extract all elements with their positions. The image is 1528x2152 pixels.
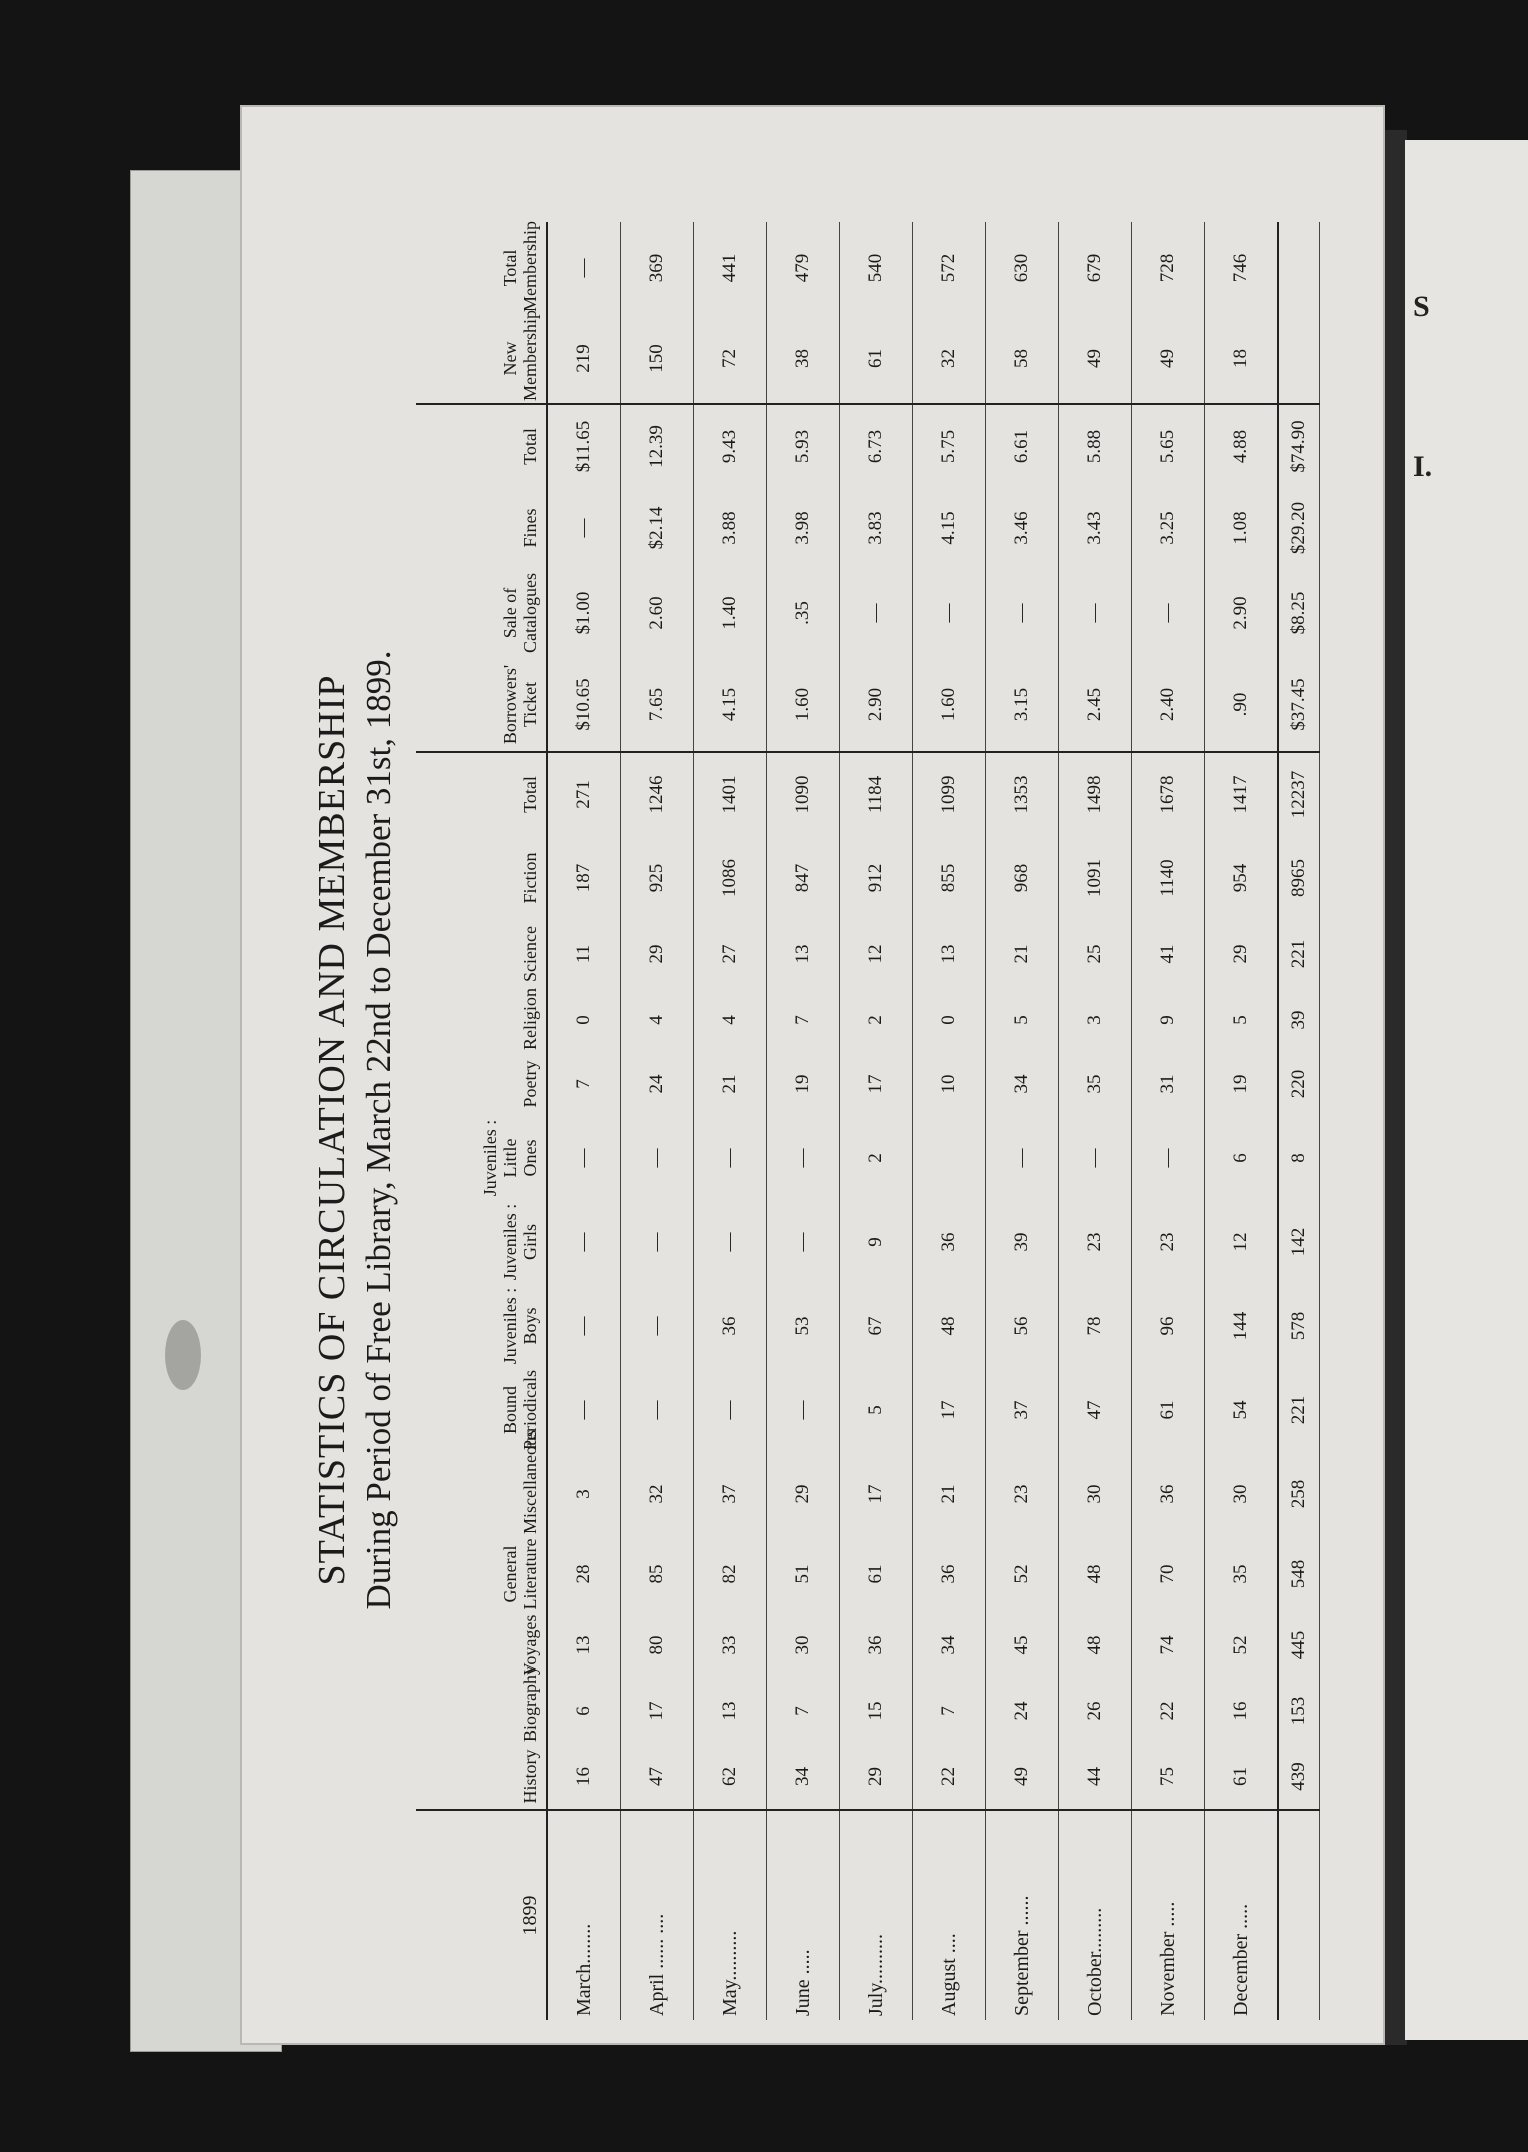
month-label: September ...... xyxy=(1010,1895,1033,2016)
table-cell: 23 xyxy=(1084,1232,1105,1252)
totals-label xyxy=(1278,1810,1320,2020)
total-cell: $74.90 xyxy=(1288,420,1309,473)
column-header: Sale of Catalogues xyxy=(500,573,540,653)
table-cell: 13 xyxy=(938,944,959,964)
column-header: Religion xyxy=(520,988,540,1050)
table-cell: 12 xyxy=(865,944,886,964)
table-cell: 912 xyxy=(865,863,886,893)
table-cell: 5.65 xyxy=(1157,429,1178,464)
total-cell: 220 xyxy=(1288,1069,1309,1099)
table-cell: 1099 xyxy=(938,775,959,814)
table-cell: 10 xyxy=(938,1074,959,1094)
table-cell: 96 xyxy=(1157,1316,1178,1336)
table-cell: 1.08 xyxy=(1230,511,1251,545)
table-cell: 21 xyxy=(938,1484,959,1504)
table-cell: 2.45 xyxy=(1059,658,1132,752)
table-cell: 67 xyxy=(865,1316,886,1336)
table-cell: 479 xyxy=(792,253,813,283)
table-cell xyxy=(913,1116,986,1200)
table-cell: 61 xyxy=(1205,1744,1279,1810)
page-stain xyxy=(165,1320,201,1390)
table-cell: — xyxy=(573,1316,594,1336)
table-cell: — xyxy=(1084,1148,1105,1168)
table-cell: — xyxy=(1157,603,1178,623)
table-cell: 34 xyxy=(1011,1074,1032,1094)
table-cell: 29 xyxy=(1230,944,1251,964)
table-cell: — xyxy=(865,603,886,623)
table-cell: 23 xyxy=(1157,1232,1178,1252)
total-cell: $29.20 xyxy=(1288,501,1309,555)
document-subtitle: During Period of Free Library, March 22nd to December 31st, 1899. xyxy=(359,650,398,1610)
table-cell: 18 xyxy=(1205,314,1279,404)
total-cell: 258 xyxy=(1288,1479,1309,1509)
table-cell: 32 xyxy=(913,314,986,404)
table-cell: 78 xyxy=(1084,1316,1105,1336)
table-cell: 3.83 xyxy=(865,511,886,545)
table-cell: 49 xyxy=(1059,314,1132,404)
table-cell: 74 xyxy=(1157,1635,1178,1655)
document-title: STATISTICS OF CIRCULATION AND MEMBERSHIP xyxy=(311,674,353,1586)
table-cell: — xyxy=(792,1148,813,1168)
table-cell: — xyxy=(792,1400,813,1420)
month-label: December ..... xyxy=(1229,1903,1252,2016)
table-cell: 36 xyxy=(938,1564,959,1584)
table-cell: 5.93 xyxy=(792,429,813,464)
table-cell: 45 xyxy=(1011,1635,1032,1655)
table-cell: 16 xyxy=(547,1744,621,1810)
table-cell: 72 xyxy=(694,314,767,404)
table-cell: 1353 xyxy=(1011,775,1032,814)
table-cell: 27 xyxy=(719,944,740,964)
table-cell: 37 xyxy=(1011,1400,1032,1420)
facing-page-fragment-mid: I. xyxy=(1413,450,1433,483)
statistics-table xyxy=(416,222,1320,2020)
table-cell: — xyxy=(792,1232,813,1252)
table-cell: 1086 xyxy=(719,859,740,897)
table-cell: 29 xyxy=(840,1744,913,1810)
column-header: Voyages xyxy=(520,1614,540,1676)
table-cell: 2.90 xyxy=(1230,596,1251,630)
table-cell: 36 xyxy=(719,1316,740,1336)
table-cell: 6 xyxy=(1230,1153,1251,1163)
table-cell: 56 xyxy=(1011,1316,1032,1336)
table-cell: 29 xyxy=(792,1484,813,1504)
table-cell: 44 xyxy=(1059,1744,1132,1810)
table-cell: 23 xyxy=(1011,1484,1032,1504)
table-cell: 1140 xyxy=(1157,859,1178,897)
table-cell: 37 xyxy=(719,1484,740,1504)
table-cell: 61 xyxy=(865,1564,886,1584)
table-cell: — xyxy=(1157,1148,1178,1168)
table-cell: 441 xyxy=(719,253,740,283)
table-cell: 30 xyxy=(1230,1484,1251,1504)
table-cell: 1401 xyxy=(719,775,740,814)
table-cell: 54 xyxy=(1230,1400,1251,1420)
table-cell: — xyxy=(573,1232,594,1252)
table-cell: 80 xyxy=(646,1635,667,1655)
table-cell: 144 xyxy=(1230,1311,1251,1341)
table-cell: 35 xyxy=(1084,1074,1105,1094)
table-cell: 52 xyxy=(1230,1635,1251,1655)
table-cell: 36 xyxy=(938,1232,959,1252)
table-cell: 7 xyxy=(938,1706,959,1716)
table-cell: 3.88 xyxy=(719,511,740,545)
table-cell: 36 xyxy=(865,1635,886,1655)
table-cell: 13 xyxy=(719,1701,740,1721)
table-row xyxy=(986,222,1059,2020)
table-cell: 17 xyxy=(865,1074,886,1094)
total-cell: 548 xyxy=(1288,1559,1309,1589)
table-cell: 271 xyxy=(573,780,594,809)
table-cell: 48 xyxy=(1084,1635,1105,1655)
table-cell: 85 xyxy=(646,1564,667,1584)
table-cell: 51 xyxy=(792,1564,813,1584)
table-row xyxy=(913,222,986,2020)
table-cell: .90 xyxy=(1205,658,1279,752)
table-cell: 4 xyxy=(719,1015,740,1025)
column-header: New Membership xyxy=(416,314,547,404)
table-cell: 5.75 xyxy=(938,429,959,464)
table-cell: 82 xyxy=(719,1564,740,1584)
table-cell: — xyxy=(646,1232,667,1252)
table-cell: 1246 xyxy=(646,775,667,814)
table-cell: 19 xyxy=(1230,1074,1251,1094)
table-cell: — xyxy=(719,1232,740,1252)
table-cell: 540 xyxy=(865,253,886,283)
table-row xyxy=(547,222,621,2020)
book-spine xyxy=(1385,130,1407,2045)
table-cell: 58 xyxy=(986,314,1059,404)
table-cell: 34 xyxy=(767,1744,840,1810)
total-cell: 445 xyxy=(1288,1630,1309,1660)
table-cell: 0 xyxy=(573,1015,594,1025)
table-cell: 47 xyxy=(621,1744,694,1810)
table-cell: — xyxy=(938,603,959,623)
table-cell: 4 xyxy=(646,1015,667,1025)
table-cell: 16 xyxy=(1230,1701,1251,1721)
table-cell: 2 xyxy=(865,1015,886,1025)
table-cell: 12.39 xyxy=(646,425,667,468)
total-cell: 221 xyxy=(1288,1395,1309,1425)
month-label: May.......... xyxy=(718,1930,741,2016)
table-cell: 9 xyxy=(1157,1015,1178,1025)
table-cell: 925 xyxy=(646,863,667,893)
table-cell: 70 xyxy=(1157,1564,1178,1584)
table-cell: — xyxy=(646,1148,667,1168)
table-cell: 49 xyxy=(986,1744,1059,1810)
total-cell: 8965 xyxy=(1288,859,1309,897)
table-cell: 11 xyxy=(573,944,594,964)
column-header: Borrowers' Ticket xyxy=(416,658,547,752)
table-cell: 1184 xyxy=(865,775,886,814)
table-cell: — xyxy=(1084,603,1105,623)
table-cell: 369 xyxy=(646,253,667,283)
table-cell: 38 xyxy=(767,314,840,404)
table-cell: 75 xyxy=(1132,1744,1205,1810)
table-cell: 847 xyxy=(792,863,813,893)
total-cell: 12237 xyxy=(1288,770,1309,819)
table-cell: 48 xyxy=(1084,1564,1105,1584)
table-cell: 1678 xyxy=(1157,775,1178,814)
table-cell: 35 xyxy=(1230,1564,1251,1584)
month-label: June ..... xyxy=(791,1949,814,2016)
column-header: Total xyxy=(520,428,540,465)
table-cell: 187 xyxy=(573,863,594,893)
column-header: Total xyxy=(520,776,540,813)
table-cell: 61 xyxy=(1157,1400,1178,1420)
table-cell: 746 xyxy=(1230,253,1251,283)
table-cell: 3.98 xyxy=(792,511,813,545)
table-cell: 4.88 xyxy=(1230,429,1251,464)
table-cell: 954 xyxy=(1230,863,1251,893)
table-cell: 30 xyxy=(792,1635,813,1655)
table-cell: 5 xyxy=(1011,1015,1032,1025)
facing-page xyxy=(1405,140,1528,2040)
table-header-row xyxy=(416,222,547,2020)
table-cell: 9.43 xyxy=(719,429,740,464)
total-cell: 221 xyxy=(1288,939,1309,969)
table-cell: 62 xyxy=(694,1744,767,1810)
table-cell: 26 xyxy=(1084,1701,1105,1721)
column-header: Biography xyxy=(520,1666,540,1742)
total-cell: $8.25 xyxy=(1288,591,1309,635)
table-row xyxy=(1205,222,1279,2020)
table-row xyxy=(840,222,913,2020)
month-label: August .... xyxy=(937,1933,960,2016)
year-header: 1899 xyxy=(519,1895,541,1936)
column-header: History xyxy=(416,1744,547,1810)
table-cell: 9 xyxy=(865,1237,886,1247)
table-cell: 5 xyxy=(1230,1015,1251,1025)
table-cell: 24 xyxy=(1011,1701,1032,1721)
table-cell: 48 xyxy=(938,1316,959,1336)
table-cell: 3.15 xyxy=(986,658,1059,752)
table-cell: 3 xyxy=(1084,1015,1105,1025)
table-cell: 39 xyxy=(1011,1232,1032,1252)
table-cell: 34 xyxy=(938,1635,959,1655)
facing-page-fragment-top: S xyxy=(1413,290,1430,323)
table-cell: 19 xyxy=(792,1074,813,1094)
table-cell: 150 xyxy=(621,314,694,404)
table-cell: 572 xyxy=(938,253,959,283)
table-cell: 17 xyxy=(865,1484,886,1504)
table-cell: 7 xyxy=(792,1015,813,1025)
column-header: Miscellaneous xyxy=(520,1430,540,1534)
table-cell: 22 xyxy=(913,1744,986,1810)
table-cell: 49 xyxy=(1132,314,1205,404)
table-cell: — xyxy=(719,1148,740,1168)
totals-row xyxy=(1278,222,1320,2020)
table-cell: 3.25 xyxy=(1157,511,1178,545)
column-header: Science xyxy=(520,926,540,982)
table-cell: 6.61 xyxy=(1011,429,1032,464)
table-cell: 33 xyxy=(719,1635,740,1655)
table-cell: 1090 xyxy=(792,775,813,814)
table-cell: — xyxy=(573,518,594,538)
table-cell: $11.65 xyxy=(573,420,594,473)
table-cell: 630 xyxy=(1011,253,1032,283)
month-label: March........ xyxy=(572,1923,595,2016)
table-cell: 25 xyxy=(1084,944,1105,964)
column-header: Juveniles : Girls xyxy=(500,1203,540,1281)
column-header: Poetry xyxy=(520,1060,540,1108)
table-row xyxy=(767,222,840,2020)
table-row xyxy=(694,222,767,2020)
month-label: July.......... xyxy=(864,1933,887,2016)
table-cell: 15 xyxy=(865,1701,886,1721)
table-cell: 13 xyxy=(792,944,813,964)
month-label: April ...... .... xyxy=(645,1913,668,2016)
column-header: Juveniles : Boys xyxy=(500,1287,540,1365)
table-cell: — xyxy=(719,1400,740,1420)
table-cell: 855 xyxy=(938,863,959,893)
column-header: Bound Periodicals xyxy=(500,1370,540,1450)
table-cell: 2.40 xyxy=(1132,658,1205,752)
table-cell: 31 xyxy=(1157,1074,1178,1094)
table-cell: 41 xyxy=(1157,944,1178,964)
month-label: October......... xyxy=(1083,1907,1106,2016)
table-cell: 32 xyxy=(646,1484,667,1504)
table-cell: 21 xyxy=(1011,944,1032,964)
table-cell: 6.73 xyxy=(865,429,886,464)
table-cell: $10.65 xyxy=(547,658,621,752)
table-cell: 3 xyxy=(573,1489,594,1499)
table-cell: 219 xyxy=(547,314,621,404)
total-cell: 439 xyxy=(1278,1744,1320,1810)
column-header: Total Membership xyxy=(500,221,540,312)
table-cell: — xyxy=(1011,603,1032,623)
total-cell xyxy=(1278,222,1320,314)
table-cell: 22 xyxy=(1157,1701,1178,1721)
month-label: November ..... xyxy=(1156,1901,1179,2016)
column-header: Fiction xyxy=(520,852,540,904)
table-cell: 2.60 xyxy=(646,596,667,630)
total-cell: 142 xyxy=(1288,1227,1309,1257)
column-header: Juveniles : Little Ones xyxy=(480,1119,540,1197)
table-cell: 36 xyxy=(1157,1484,1178,1504)
table-row xyxy=(1132,222,1205,2020)
table-cell: 17 xyxy=(646,1701,667,1721)
table-cell: 53 xyxy=(792,1316,813,1336)
table-cell: $2.14 xyxy=(646,506,667,550)
table-cell: 7 xyxy=(792,1706,813,1716)
table-cell: — xyxy=(573,258,594,278)
table-cell: 28 xyxy=(573,1564,594,1584)
rotated-content xyxy=(290,221,1310,2020)
table-cell: 4.15 xyxy=(694,658,767,752)
table-cell: 1.40 xyxy=(719,596,740,630)
total-cell: 578 xyxy=(1288,1311,1309,1341)
table-cell: — xyxy=(573,1148,594,1168)
table-cell: 1.60 xyxy=(767,658,840,752)
table-cell: — xyxy=(646,1316,667,1336)
table-cell: 4.15 xyxy=(938,511,959,545)
table-cell: 1091 xyxy=(1084,859,1105,897)
table-cell: 17 xyxy=(938,1400,959,1420)
column-header: Fines xyxy=(520,508,540,548)
table-cell: 1498 xyxy=(1084,775,1105,814)
table-cell: 3.46 xyxy=(1011,511,1032,545)
total-cell: 39 xyxy=(1288,1010,1309,1030)
table-cell: 7 xyxy=(573,1079,594,1089)
table-cell: .35 xyxy=(792,601,813,625)
total-cell xyxy=(1278,314,1320,404)
table-cell: 5.88 xyxy=(1084,429,1105,464)
table-cell: 29 xyxy=(646,944,667,964)
table-cell: 728 xyxy=(1157,253,1178,283)
table-cell: 2 xyxy=(865,1153,886,1163)
table-cell: 1417 xyxy=(1230,775,1251,814)
total-cell: $37.45 xyxy=(1278,658,1320,752)
table-row xyxy=(621,222,694,2020)
table-cell: — xyxy=(646,1400,667,1420)
table-cell: 21 xyxy=(719,1074,740,1094)
table-cell: 0 xyxy=(938,1015,959,1025)
table-cell: 2.90 xyxy=(840,658,913,752)
table-cell: 61 xyxy=(840,314,913,404)
table-cell: 5 xyxy=(865,1405,886,1415)
table-cell: $1.00 xyxy=(573,591,594,635)
table-cell: 7.65 xyxy=(621,658,694,752)
table-cell: 3.43 xyxy=(1084,511,1105,545)
table-cell: 968 xyxy=(1011,863,1032,893)
table-cell: 13 xyxy=(573,1635,594,1655)
table-cell: 6 xyxy=(573,1706,594,1716)
total-cell: 8 xyxy=(1288,1153,1309,1163)
table-cell: 47 xyxy=(1084,1400,1105,1420)
table-cell: 30 xyxy=(1084,1484,1105,1504)
table-cell: 12 xyxy=(1230,1232,1251,1252)
table-cell: 52 xyxy=(1011,1564,1032,1584)
table-cell: — xyxy=(1011,1148,1032,1168)
table-cell: — xyxy=(573,1400,594,1420)
total-cell: 153 xyxy=(1288,1696,1309,1726)
table-cell: 679 xyxy=(1084,253,1105,283)
table-cell: 24 xyxy=(646,1074,667,1094)
column-header: General Literature xyxy=(500,1538,540,1610)
table-cell: 1.60 xyxy=(913,658,986,752)
table-row xyxy=(1059,222,1132,2020)
